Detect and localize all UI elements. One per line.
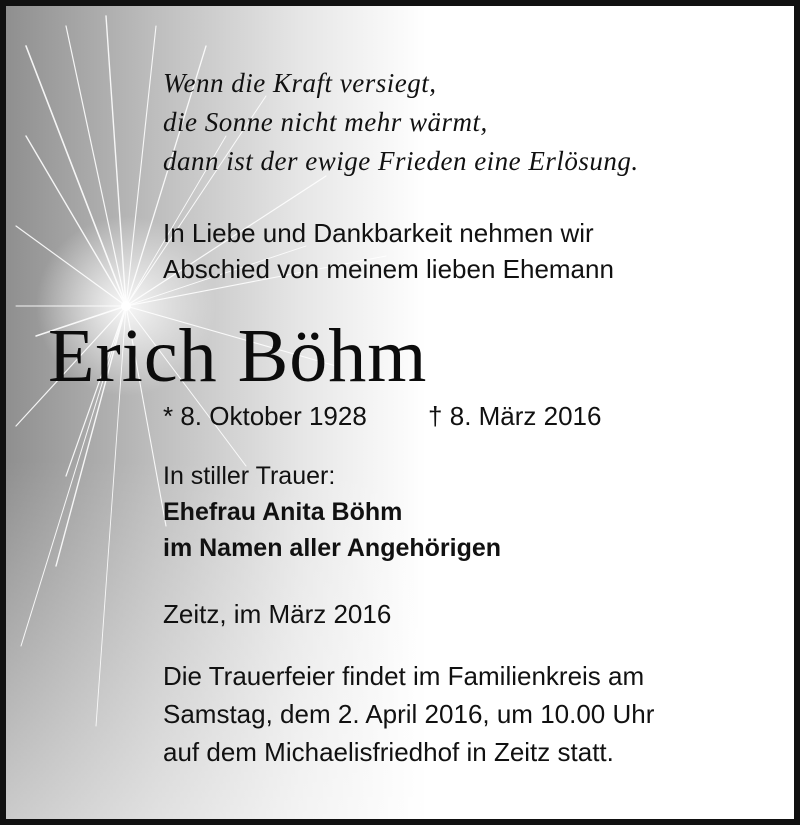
verse-line-3: dann ist der ewige Frieden eine Erlösung. [163,146,639,176]
ceremony-info [163,657,654,771]
farewell-intro [163,215,614,287]
mourners-block [163,458,501,566]
birth-date: * 8. Oktober 1928 [163,401,367,431]
verse-line-1: Wenn die Kraft versiegt, [163,68,437,98]
ceremony-line-1: Die Trauerfeier findet im Familienkreis am [163,661,645,691]
memorial-verse [163,64,639,181]
notice-content [6,6,800,825]
mourner-spouse: Ehefrau Anita Böhm [163,498,403,526]
place-and-date: Zeitz, im März 2016 [163,599,392,629]
life-dates [163,399,601,433]
ceremony-line-2: Samstag, dem 2. April 2016, um 10.00 Uhr [163,699,655,729]
deceased-name: Erich Böhm [48,314,428,398]
death-date: † 8. März 2016 [428,401,602,431]
verse-line-2: die Sonne nicht mehr wärmt, [163,107,488,137]
mourners-heading: In stiller Trauer: [163,462,336,490]
ceremony-line-3: auf dem Michaelisfriedhof in Zeitz statt. [163,737,614,767]
mourner-family: im Namen aller Angehörigen [163,534,502,562]
intro-line-1: In Liebe und Dankbarkeit nehmen wir [163,218,594,248]
intro-line-2: Abschied von meinem lieben Ehemann [163,254,614,284]
